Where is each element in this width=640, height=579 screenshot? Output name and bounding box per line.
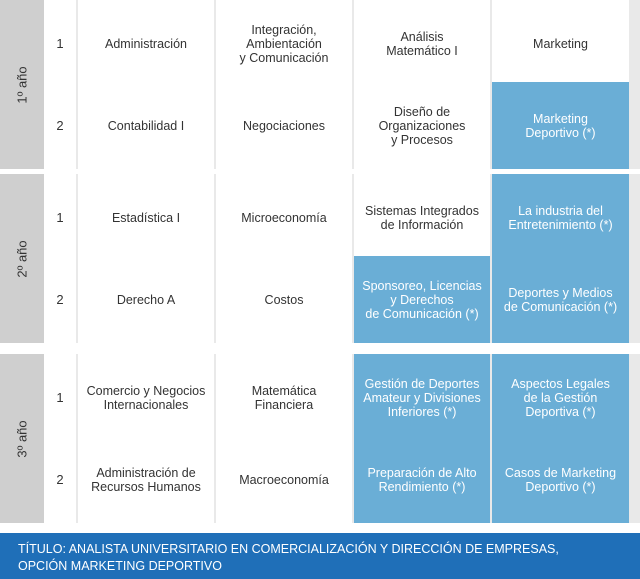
course-cell-specialization: Preparación de Alto Rendimiento (*) [354, 436, 490, 523]
course-cell: Análisis Matemático I [354, 0, 490, 87]
semester-number: 2 [44, 82, 76, 169]
course-cell: Sistemas Integrados de Información [354, 174, 490, 261]
semester-number: 2 [44, 256, 76, 343]
course-cell: Diseño de Organizaciones y Procesos [354, 82, 490, 169]
course-cell: Administración [78, 0, 214, 87]
course-cell-specialization: Gestión de Deportes Amateur y Divisiones Inferiores (*) [354, 354, 490, 441]
year-block [0, 174, 640, 343]
semester-number: 2 [44, 436, 76, 523]
semester-number: 1 [44, 354, 76, 441]
semester-number: 1 [44, 174, 76, 261]
year-label [0, 354, 44, 523]
course-cell: Comercio y Negocios Internacionales [78, 354, 214, 441]
course-cell: Matemática Financiera [216, 354, 352, 441]
course-cell: Microeconomía [216, 174, 352, 261]
course-cell: Marketing [492, 0, 629, 87]
degree-title-footer: TÍTULO: ANALISTA UNIVERSITARIO EN COMERCIALIZACIÓN Y DIRECCIÓN DE EMPRESAS, OPCIÓN MARKETING DEPORTIVO [0, 533, 640, 579]
semester-number: 1 [44, 0, 76, 87]
course-cell: Contabilidad I [78, 82, 214, 169]
course-cell: Administración de Recursos Humanos [78, 436, 214, 523]
course-cell-specialization: Deportes y Medios de Comunicación (*) [492, 256, 629, 343]
course-cell: Macroeconomía [216, 436, 352, 523]
year-label-text: 1º año [14, 65, 30, 104]
course-cell: Derecho A [78, 256, 214, 343]
year-label [0, 174, 44, 343]
course-cell-specialization: Marketing Deportivo (*) [492, 82, 629, 169]
course-cell: Estadística I [78, 174, 214, 261]
year-label-text: 2º año [14, 239, 30, 278]
course-cell-specialization: Sponsoreo, Licencias y Derechos de Comunicación (*) [354, 256, 490, 343]
year-label [0, 0, 44, 169]
course-cell-specialization: Casos de Marketing Deportivo (*) [492, 436, 629, 523]
course-cell: Integración, Ambientación y Comunicación [216, 0, 352, 87]
course-cell: Negociaciones [216, 82, 352, 169]
course-cell-specialization: La industria del Entretenimiento (*) [492, 174, 629, 261]
year-block [0, 354, 640, 523]
course-cell-specialization: Aspectos Legales de la Gestión Deportiva (*) [492, 354, 629, 441]
year-block [0, 0, 640, 169]
year-label-text: 3º año [14, 419, 30, 458]
course-cell: Costos [216, 256, 352, 343]
